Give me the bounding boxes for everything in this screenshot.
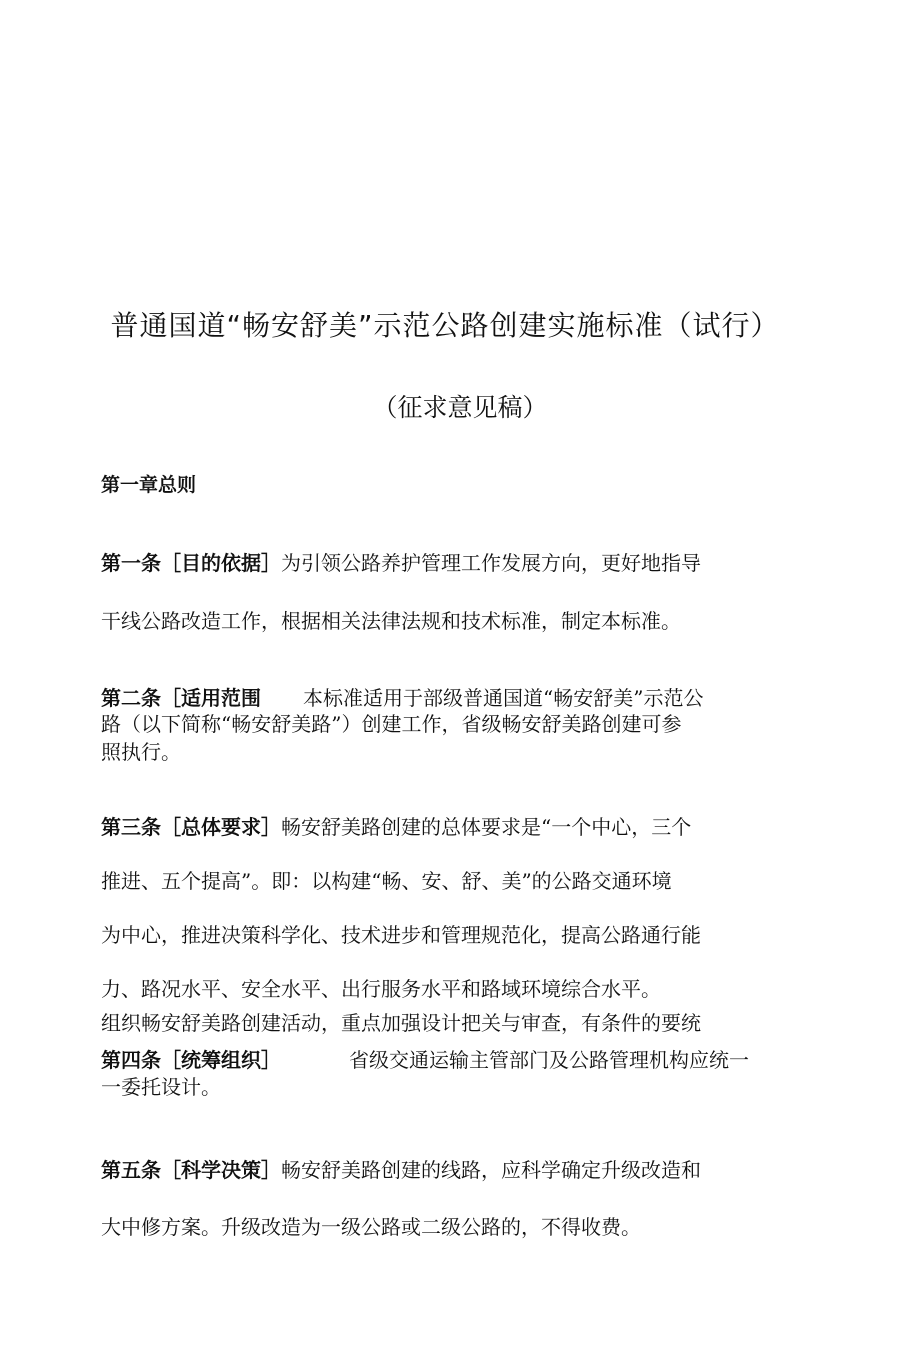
article-2-line-3: 照执行。: [101, 740, 181, 764]
article-1-heading: 第一条［目的依据］: [101, 551, 281, 575]
article-1-text: 为引领公路养护管理工作发展方向，更好地指导: [281, 551, 701, 575]
article-4-line-2: 一委托设计。: [101, 1075, 221, 1099]
article-2-line-2: 路（以下简称“畅安舒美路”）创建工作，省级畅安舒美路创建可参: [101, 712, 682, 736]
article-4-first-line: [101, 1050, 749, 1070]
article-3-text: 畅安舒美路创建的总体要求是“一个中心，三个: [281, 815, 692, 839]
article-5-first-line: [101, 1160, 701, 1180]
document-subtitle: （征求意见稿）: [372, 393, 548, 422]
article-3-line-4: 力、路况水平、安全水平、出行服务水平和路域环境综合水平。: [101, 977, 661, 1001]
article-1-first-line: [101, 553, 701, 573]
article-2-first-line: [101, 688, 703, 708]
article-5-line-2: 大中修方案。升级改造为一级公路或二级公路的，不得收费。: [101, 1215, 641, 1239]
article-3-first-line: [101, 817, 691, 837]
article-4-line-0: 组织畅安舒美路创建活动，重点加强设计把关与审查，有条件的要统: [101, 1011, 701, 1035]
document-title: 普通国道“畅安舒美”示范公路创建实施标准（试行）: [110, 309, 780, 342]
article-1-line-2: 干线公路改造工作，根据相关法律法规和技术标准，制定本标准。: [101, 609, 681, 633]
article-4-text: 省级交通运输主管部门及公路管理机构应统一: [349, 1048, 749, 1072]
article-3-line-3: 为中心，推进决策科学化、技术进步和管理规范化，提高公路通行能: [101, 923, 701, 947]
article-5-text: 畅安舒美路创建的线路，应科学确定升级改造和: [281, 1158, 701, 1182]
article-2-heading: 第二条［适用范围: [101, 686, 261, 710]
article-5-heading: 第五条［科学决策］: [101, 1158, 281, 1182]
article-4-heading: 第四条［统筹组织］: [101, 1048, 281, 1072]
article-2-text: 本标准适用于部级普通国道“畅安舒美”示范公: [303, 686, 704, 710]
article-3-heading: 第三条［总体要求］: [101, 815, 281, 839]
article-3-line-2: 推进、五个提高”。即：以构建“畅、安、舒、美”的公路交通环境: [101, 869, 672, 893]
chapter-heading: 第一章总则: [101, 474, 197, 496]
